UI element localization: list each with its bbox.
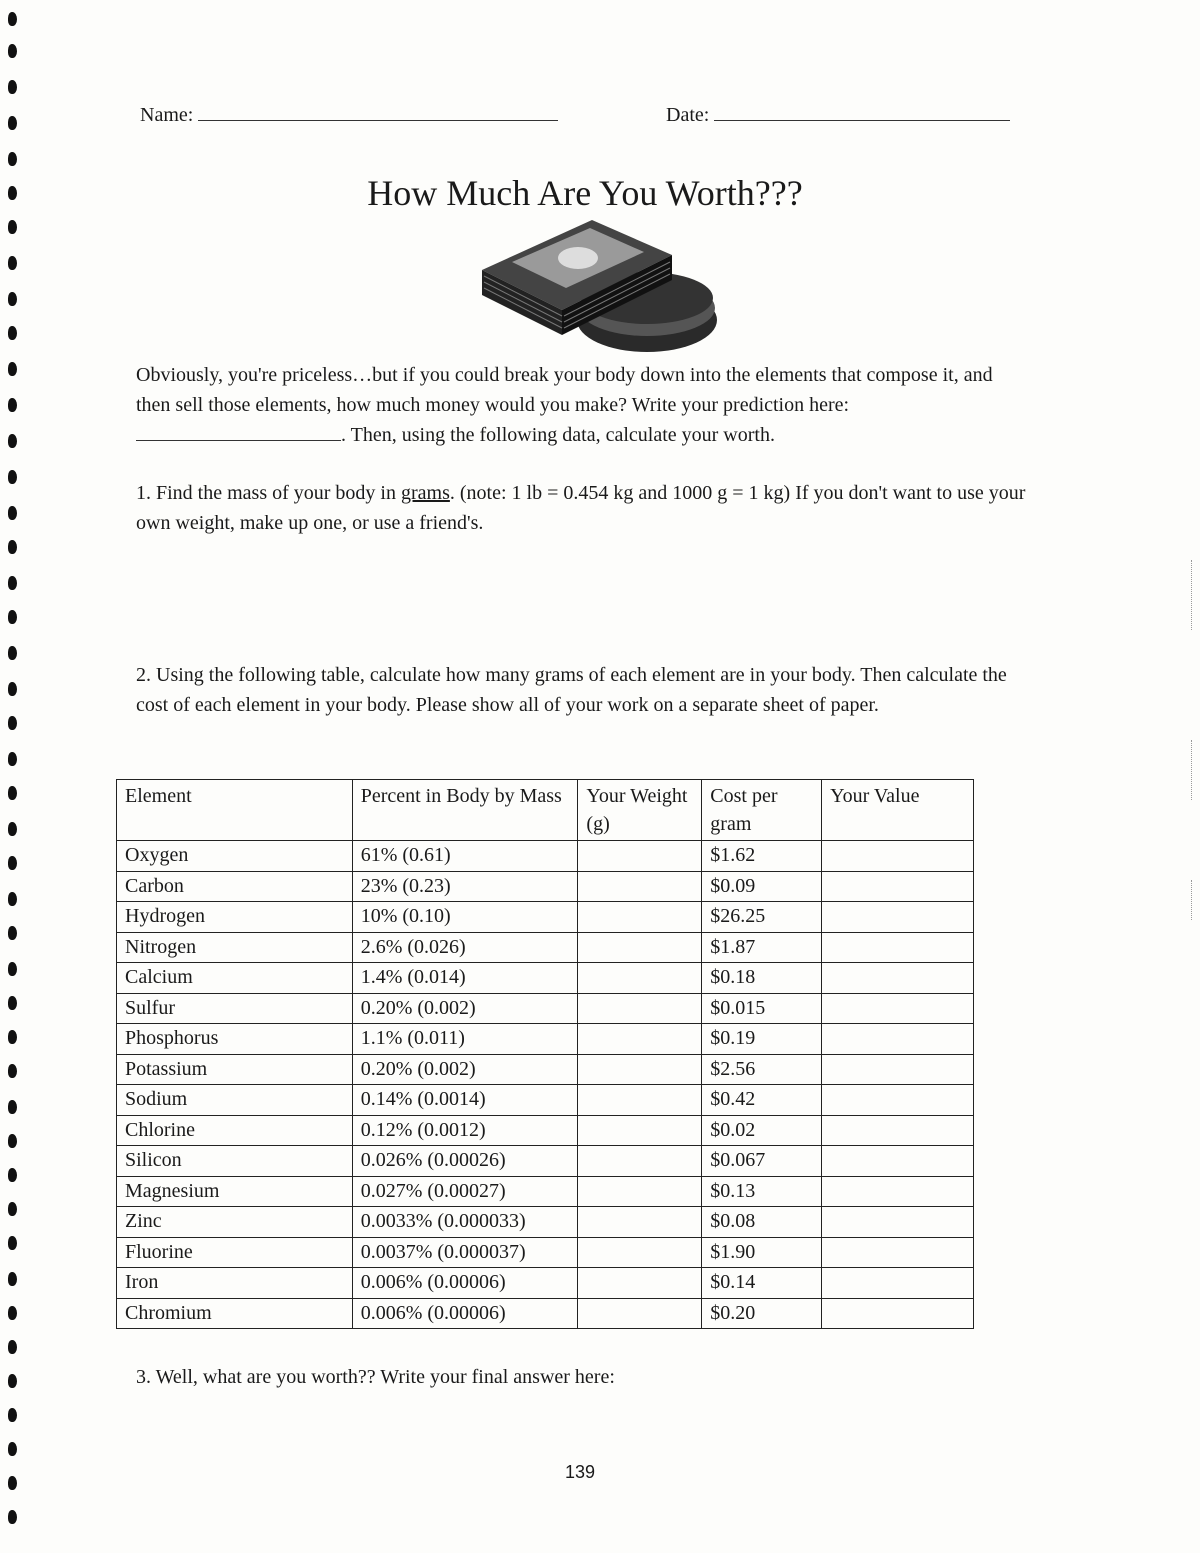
percent-cell: 2.6% (0.026) [352, 932, 578, 963]
table-row [117, 1268, 974, 1299]
value-input-cell[interactable] [822, 902, 974, 933]
weight-input-cell[interactable] [578, 1207, 702, 1238]
date-label: Date: [666, 104, 710, 126]
table-row [117, 902, 974, 933]
percent-cell: 0.14% (0.0014) [352, 1085, 578, 1116]
cost-cell: $1.87 [702, 932, 822, 963]
element-cell: Phosphorus [117, 1024, 353, 1055]
percent-cell: 61% (0.61) [352, 841, 578, 872]
table-row [117, 993, 974, 1024]
cost-cell: $0.08 [702, 1207, 822, 1238]
page-number: 139 [564, 1462, 596, 1482]
weight-input-cell[interactable] [578, 902, 702, 933]
value-input-cell[interactable] [822, 963, 974, 994]
value-input-cell[interactable] [822, 871, 974, 902]
weight-input-cell[interactable] [578, 993, 702, 1024]
question-1 [136, 478, 1026, 538]
element-cell: Sodium [117, 1085, 353, 1116]
weight-input-cell[interactable] [578, 1085, 702, 1116]
cost-cell: $0.42 [702, 1085, 822, 1116]
name-label: Name: [140, 104, 194, 126]
weight-input-cell[interactable] [578, 1024, 702, 1055]
cost-cell: $0.015 [702, 993, 822, 1024]
value-input-cell[interactable] [822, 1298, 974, 1329]
percent-cell: 1.4% (0.014) [352, 963, 578, 994]
cost-cell: $0.18 [702, 963, 822, 994]
table-row [117, 1298, 974, 1329]
header-your-weight: Your Weight (g) [578, 780, 702, 841]
percent-cell: 23% (0.23) [352, 871, 578, 902]
intro-text-end: . Then, using the following data, calculate your worth. [341, 424, 775, 446]
name-line[interactable] [198, 106, 558, 121]
value-input-cell[interactable] [822, 1268, 974, 1299]
value-input-cell[interactable] [822, 1024, 974, 1055]
value-input-cell[interactable] [822, 1146, 974, 1177]
scan-edge-marks [1191, 740, 1194, 800]
weight-input-cell[interactable] [578, 1146, 702, 1177]
date-field[interactable] [666, 104, 1010, 127]
element-cell: Iron [117, 1268, 353, 1299]
cost-cell: $1.62 [702, 841, 822, 872]
percent-cell: 0.006% (0.00006) [352, 1268, 578, 1299]
intro-paragraph [136, 360, 1026, 450]
value-input-cell[interactable] [822, 841, 974, 872]
elements-table [116, 779, 974, 1329]
value-input-cell[interactable] [822, 932, 974, 963]
header-element: Element [117, 780, 353, 841]
table-row [117, 1146, 974, 1177]
q1-suffix: . (note: 1 lb = 0.454 kg and 1000 g = 1 kg) If you don't want to use your own weight, make up one, or use a friend's. [136, 482, 1026, 534]
percent-cell: 0.20% (0.002) [352, 1054, 578, 1085]
element-cell: Hydrogen [117, 902, 353, 933]
percent-cell: 0.027% (0.00027) [352, 1176, 578, 1207]
cost-cell: $0.02 [702, 1115, 822, 1146]
table-row [117, 1237, 974, 1268]
value-input-cell[interactable] [822, 1237, 974, 1268]
element-cell: Calcium [117, 963, 353, 994]
element-cell: Chromium [117, 1298, 353, 1329]
weight-input-cell[interactable] [578, 963, 702, 994]
weight-input-cell[interactable] [578, 1268, 702, 1299]
element-cell: Carbon [117, 871, 353, 902]
q1-prefix: 1. Find the mass of your body in [136, 482, 401, 504]
header-your-value: Your Value [822, 780, 974, 841]
weight-input-cell[interactable] [578, 1115, 702, 1146]
binder-hole-marks [8, 10, 22, 1540]
page-title: How Much Are You Worth??? [367, 173, 803, 213]
weight-input-cell[interactable] [578, 1237, 702, 1268]
table-row [117, 1115, 974, 1146]
cost-cell: $2.56 [702, 1054, 822, 1085]
cost-cell: $0.14 [702, 1268, 822, 1299]
element-cell: Oxygen [117, 841, 353, 872]
weight-input-cell[interactable] [578, 1176, 702, 1207]
value-input-cell[interactable] [822, 1176, 974, 1207]
cost-cell: $1.90 [702, 1237, 822, 1268]
table-row [117, 1176, 974, 1207]
scan-edge-marks [1191, 880, 1194, 920]
q1-grams-underlined: grams [401, 482, 450, 504]
table-row [117, 1207, 974, 1238]
scan-edge-marks [1191, 560, 1194, 630]
cost-cell: $0.09 [702, 871, 822, 902]
element-cell: Magnesium [117, 1176, 353, 1207]
percent-cell: 10% (0.10) [352, 902, 578, 933]
table-row [117, 1085, 974, 1116]
table-row [117, 871, 974, 902]
table-row [117, 963, 974, 994]
weight-input-cell[interactable] [578, 871, 702, 902]
money-stack-illustration [472, 200, 732, 360]
cost-cell: $26.25 [702, 902, 822, 933]
cost-cell: $0.19 [702, 1024, 822, 1055]
element-cell: Sulfur [117, 993, 353, 1024]
element-cell: Chlorine [117, 1115, 353, 1146]
value-input-cell[interactable] [822, 1085, 974, 1116]
intro-text-start: Obviously, you're priceless…but if you could break your body down into the elements that compose it, and then sell those elements, how much money would you make? Write your prediction here: [136, 364, 993, 416]
prediction-blank[interactable] [136, 426, 341, 441]
weight-input-cell[interactable] [578, 1298, 702, 1329]
value-input-cell[interactable] [822, 1207, 974, 1238]
cost-cell: $0.067 [702, 1146, 822, 1177]
percent-cell: 0.20% (0.002) [352, 993, 578, 1024]
element-cell: Fluorine [117, 1237, 353, 1268]
percent-cell: 0.026% (0.00026) [352, 1146, 578, 1177]
percent-cell: 0.0033% (0.000033) [352, 1207, 578, 1238]
table-row [117, 841, 974, 872]
question-2: 2. Using the following table, calculate how many grams of each element are in your body. Then calculate the cost of each element in your body. Please show all of your work on a separate sheet of paper. [136, 664, 1007, 716]
weight-input-cell[interactable] [578, 1054, 702, 1085]
element-cell: Nitrogen [117, 932, 353, 963]
header-percent: Percent in Body by Mass [352, 780, 578, 841]
cost-cell: $0.13 [702, 1176, 822, 1207]
table-row [117, 1054, 974, 1085]
name-field[interactable] [140, 104, 558, 127]
date-line[interactable] [714, 106, 1010, 121]
percent-cell: 1.1% (0.011) [352, 1024, 578, 1055]
header-cost-per-gram: Cost per gram [702, 780, 822, 841]
table-header-row [117, 780, 974, 841]
percent-cell: 0.006% (0.00006) [352, 1298, 578, 1329]
cost-cell: $0.20 [702, 1298, 822, 1329]
value-input-cell[interactable] [822, 993, 974, 1024]
value-input-cell[interactable] [822, 1115, 974, 1146]
weight-input-cell[interactable] [578, 932, 702, 963]
percent-cell: 0.12% (0.0012) [352, 1115, 578, 1146]
element-cell: Zinc [117, 1207, 353, 1238]
question-3: 3. Well, what are you worth?? Write your final answer here: [136, 1366, 615, 1388]
value-input-cell[interactable] [822, 1054, 974, 1085]
table-row [117, 932, 974, 963]
percent-cell: 0.0037% (0.000037) [352, 1237, 578, 1268]
table-row [117, 1024, 974, 1055]
element-cell: Potassium [117, 1054, 353, 1085]
element-cell: Silicon [117, 1146, 353, 1177]
weight-input-cell[interactable] [578, 841, 702, 872]
